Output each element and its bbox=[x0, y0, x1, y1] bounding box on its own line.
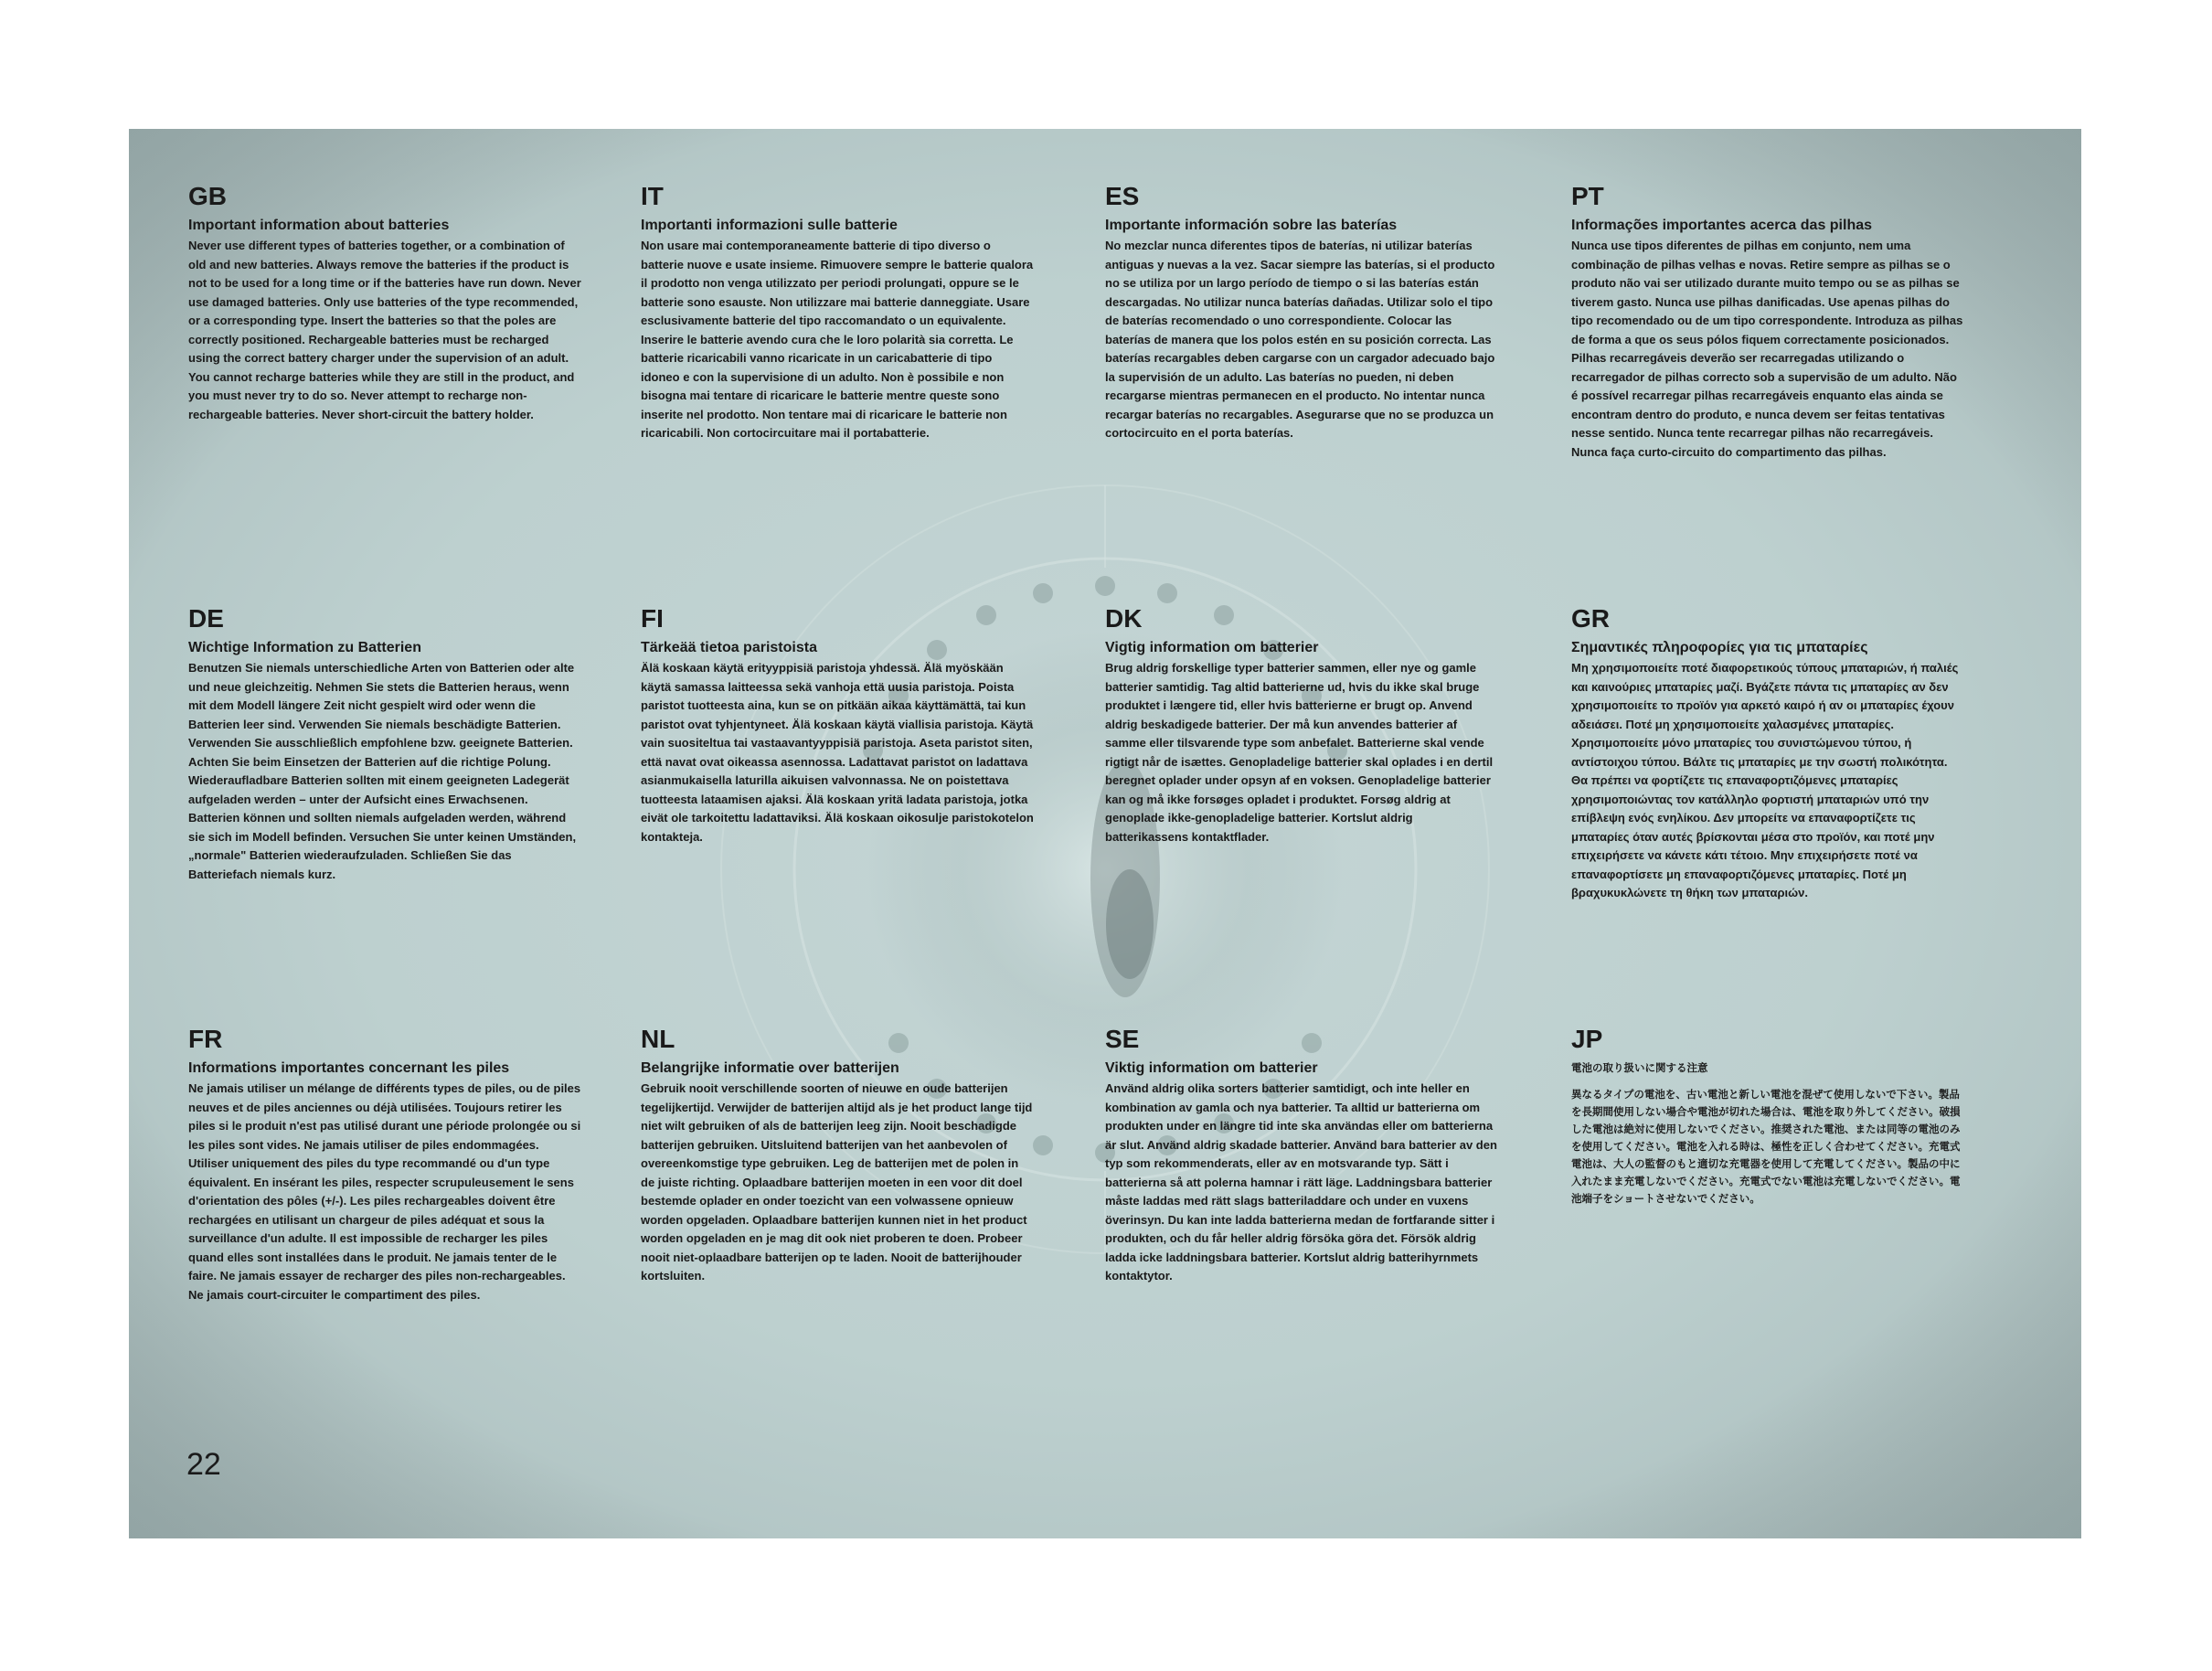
section-fr bbox=[188, 1025, 581, 1304]
language-code: DK bbox=[1105, 604, 1143, 633]
section-heading: Σημαντικές πληροφορίες για τις μπαταρίες bbox=[1571, 640, 1868, 655]
section-body: Μη χρησιμοποιείτε ποτέ διαφορετικούς τύπους μπαταριών, ή παλιές και καινούριες μπαταρίες μαζί. Βγάζετε πάντα τις μπαταρίες αν δεν χρησιμοποιείτε το προϊόν για αρκετό καιρό ή αν οι μπαταρίες έχουν αδειάσει. Ποτέ μη χρησιμοποιείτε χαλασμένες μπαταρίες. Χρησιμοποιείτε μόνο μπαταρίες του συνιστώμενου τύπου, ή αντίστοιχου τύπου. Βάλτε τις μπαταρίες με την σωστή πολικότητα. Θα πρέπει να φορτίζετε τις επαναφορτιζόμενες μπαταρίες χρησιμοποιώντας τον κατάλληλο φορτιστή μπαταριών υπό την επίβλεψη ενός ενηλίκου. Δεν μπορείτε να επαναφορτίζετε τις μπαταρίες όταν αυτές βρίσκονται μέσα στο προϊόν, και ποτέ μην επιχειρήσετε να κάνετε κάτι τέτοιο. Μην επιχειρήσετε ποτέ να επαναφορτίσετε μη επαναφορτιζόμενες μπαταρίες. Ποτέ μη βραχυκυκλώνετε τη θήκη των μπαταριών. bbox=[1571, 661, 1959, 899]
section-heading: Vigtig information om batterier bbox=[1105, 640, 1319, 655]
section-body: Ne jamais utiliser un mélange de différents types de piles, ou de piles neuves et de piles anciennes ou déjà utilisées. Toujours retirer les piles si le produit n'est pas utilisé durant une période prolongée ou si les piles sont vides. Ne jamais utiliser de piles endommagées. Utiliser uniquement des piles du type recommandé ou d'un type équivalent. En insérant les piles, respecter scrupuleusement le sens d'orientation des pôles (+/-). Les piles rechargeables doivent être rechargées en utilisant un chargeur de piles adéquat et sous la surveillance d'un adulte. Il est impossible de recharger les piles quand elles sont installées dans le produit. Ne jamais tenter de le faire. Ne jamais essayer de recharger des piles non-rechargeables. Ne jamais court-circuiter le compartiment des piles. bbox=[188, 1081, 581, 1302]
section-heading: Informations importantes concernant les piles bbox=[188, 1060, 510, 1076]
language-code: FR bbox=[188, 1025, 223, 1053]
section-heading: 電池の取り扱いに関する注意 bbox=[1571, 1063, 1708, 1074]
language-code: SE bbox=[1105, 1025, 1140, 1053]
section-body: 異なるタイプの電池を、古い電池と新しい電池を混ぜて使用しないで下さい。製品を長期間使用しない場合や電池が切れた場合は、電池を取り外してください。破損した電池は絶対に使用しないでください。推奨された電池、または同等の電池のみを使用してください。電池を入れる時は、極性を正しく合わせてください。充電式電池は、大人の監督のもと適切な充電器を使用して充電してください。製品の中に入れたまま充電しないでください。充電式でない電池は充電しないでください。電池端子をショートさせないでください。 bbox=[1571, 1090, 1961, 1205]
section-fi bbox=[641, 604, 1034, 846]
language-code: NL bbox=[641, 1025, 675, 1053]
section-body: Never use different types of batteries together, or a combination of old and new batteries. Always remove the batteries if the product is not to be used for a long time or if the batteries have run down. Never use damaged batteries. Only use batteries of the type recommended, or a corresponding type. Insert the batteries so that the poles are correctly positioned. Rechargeable batteries must be recharged using the correct battery charger under the supervision of an adult. You cannot recharge batteries while they are still in the product, and you must never try to do so. Never attempt to recharge non-rechargeable batteries. Never short-circuit the battery holder. bbox=[188, 239, 581, 421]
language-code: FI bbox=[641, 604, 664, 633]
language-code: PT bbox=[1571, 182, 1604, 210]
section-gb bbox=[188, 182, 581, 424]
section-body: Nunca use tipos diferentes de pilhas em conjunto, nem uma combinação de pilhas velhas e novas. Retire sempre as pilhas se o produto não vai ser utilizado durante muito tempo ou se as pilhas se tiverem gasto. Nunca use pilhas danificadas. Use apenas pilhas do tipo recomendado ou de um tipo correspondente. Introduza as pilhas de forma a que os seus pólos fiquem correctamente posicionados. Pilhas recarregáveis deverão ser recarregadas utilizando o recarregador de pilhas correcto sob a supervisão de um adulto. Não é possível recarregar pilhas recarregáveis enquanto elas ainda se encontram dentro do produto, e nunca devem ser feitas tentativas nesse sentido. Nunca tente recarregar pilhas não recarregáveis. Nunca faça curto-circuito do compartimento das pilhas. bbox=[1571, 239, 1963, 459]
section-de bbox=[188, 604, 581, 884]
section-jp bbox=[1571, 1025, 1964, 1208]
section-body: Älä koskaan käytä erityyppisiä paristoja yhdessä. Älä myöskään käytä samassa laitteessa sekä vanhoja että uusia paristoja. Poista paristot tuotteesta aina, kun se on pitkään aikaa käyttämättä, tai kun paristot ovat tyhjentyneet. Älä koskaan käytä viallisia paristoja. Käytä vain suositeltua tai vastaavantyyppisiä paristoja. Aseta paristot siten, että navat ovat oikeassa asennossa. Ladattavat paristot on ladattava asianmukaisella laturilla aikuisen valvonnassa. Ne on poistettava tuotteesta lataamisen ajaksi. Älä koskaan yritä ladata paristoja, jotka eivät ole tarkoitettu ladattaviksi. Älä koskaan oikosulje paristokotelon kontakteja. bbox=[641, 661, 1034, 844]
section-body: Non usare mai contemporaneamente batterie di tipo diverso o batterie nuove e usate insieme. Rimuovere sempre le batterie qualora il prodotto non venga utilizzato per periodi prolungati, oppure se le batterie sono esauste. Non utilizzare mai batterie danneggiate. Usare esclusivamente batterie del tipo raccomandato o un equivalente. Inserire le batterie avendo cura che le loro polarità sia corretta. Le batterie ricaricabili vanno ricaricate in un caricabatterie di tipo idoneo e con la supervisione di un adulto. Non è possibile e non bisogna mai tentare di ricaricare le batterie mentre queste sono inserite nel prodotto. Non tentare mai di ricaricare le batterie non ricaricabili. Non cortocircuitare mai il portabatterie. bbox=[641, 239, 1034, 440]
section-nl bbox=[641, 1025, 1034, 1286]
language-code: IT bbox=[641, 182, 664, 210]
section-se bbox=[1105, 1025, 1498, 1286]
section-dk bbox=[1105, 604, 1498, 846]
section-body: Gebruik nooit verschillende soorten of nieuwe en oude batterijen tegelijkertijd. Verwijder de batterijen altijd als je het product lange tijd niet wilt gebruiken of als de batterijen leeg zijn. Nooit beschadigde batterijen gebruiken. Uitsluitend batterijen van het aanbevolen of overeenkomstige type gebruiken. Leg de batterijen met de polen in de juiste richting. Oplaadbare batterijen moeten in een voor dit doel bestemde oplader en onder toezicht van een volwassene opnieuw worden opgeladen. Oplaadbare batterijen kunnen niet in het product worden opgeladen en je mag dit ook niet proberen te doen. Probeer nooit niet-oplaadbare batterijen op te laden. Nooit de batterijhouder kortsluiten. bbox=[641, 1081, 1033, 1283]
section-it bbox=[641, 182, 1034, 443]
section-body: No mezclar nunca diferentes tipos de baterías, ni utilizar baterías antiguas y nuevas a la vez. Sacar siempre las baterías, si el producto no se utiliza por un largo período de tiempo o si las baterías están descargadas. No utilizar nunca baterías dañadas. Utilizar solo el tipo de baterías recomendado o uno correspondiente. Colocar las baterías de manera que los polos estén en su posición correcta. Las baterías recargables deben cargarse con un cargador adecuado bajo la supervisión de un adulto. Las baterías no pueden, ni deben recargarse mientras permanecen en el producto. No intentar nunca recargar baterías no recargables. Asegurarse que no se produzca un cortocircuito en el porta baterías. bbox=[1105, 239, 1495, 440]
section-body: Brug aldrig forskellige typer batterier sammen, eller nye og gamle batterier samtidig. Tag altid batterierne ud, hvis du ikke skal bruge produktet i længere tid, eller hvis batterierne er brugt op. Anvend aldrig beskadigede batterier. Der må kun anvendes batterier af samme eller tilsvarende type som anbefalet. Batterierne skal vende rigtigt når de isættes. Genopladelige batterier skal oplades i en dertil beregnet oplader under opsyn af en voksen. Genopladelige batterier kan og må ikke forsøges opladet i produktet. Forsøg aldrig at genoplade ikke-genopladelige batterier. Kortslut aldrig batterikassens kontaktflader. bbox=[1105, 661, 1494, 844]
section-heading: Important information about batteries bbox=[188, 218, 450, 233]
section-body: Benutzen Sie niemals unterschiedliche Arten von Batterien oder alte und neue gleichzeitig. Nehmen Sie stets die Batterien heraus, wenn mit dem Modell längere Zeit nicht gespielt wird oder wenn die Batterien leer sind. Verwenden Sie niemals beschädigte Batterien. Verwenden Sie ausschließlich empfohlene bzw. geeignete Batterien. Achten Sie beim Einsetzen der Batterien auf die richtige Polung. Wiederaufladbare Batterien sollten mit einem geeigneten Ladegerät aufgeladen werden – unter der Aufsicht eines Erwachsenen. Batterien können und sollten niemals aufgeladen werden, während sie sich im Modell befinden. Versuchen Sie unter keinen Umständen, „normale" Batterien wiederaufzuladen. Schließen Sie das Batteriefach niemals kurz. bbox=[188, 661, 577, 881]
section-heading: Tärkeää tietoa paristoista bbox=[641, 640, 817, 655]
language-code: GR bbox=[1571, 604, 1610, 633]
section-heading: Importante información sobre las baterías bbox=[1105, 218, 1398, 233]
section-heading: Viktig information om batterier bbox=[1105, 1060, 1318, 1076]
language-code: GB bbox=[188, 182, 227, 210]
section-heading: Importanti informazioni sulle batterie bbox=[641, 218, 898, 233]
language-code: DE bbox=[188, 604, 224, 633]
manual-page bbox=[129, 129, 2081, 1538]
section-es bbox=[1105, 182, 1498, 443]
section-heading: Belangrijke informatie over batterijen bbox=[641, 1060, 899, 1076]
section-gr bbox=[1571, 604, 1964, 903]
page-number: 22 bbox=[186, 1447, 221, 1482]
language-code: ES bbox=[1105, 182, 1140, 210]
language-code: JP bbox=[1571, 1025, 1603, 1053]
section-body: Använd aldrig olika sorters batterier samtidigt, och inte heller en kombination av gamla och nya batterier. Ta alltid ur batterierna om produkten under en längre tid inte ska användas eller om batterierna är slut. Använd aldrig skadade batterier. Använd bara batterier av den typ som rekommenderats, eller av en motsvarande typ. Sätt i batterierna så att polerna hamnar i rätt läge. Laddningsbara batterier måste laddas med rätt slags batteriladdare och under en vuxens överinsyn. Du kan inte ladda batterierna medan de fortfarande sitter i produkten, och du får heller aldrig försöka göra det. Försök aldrig ladda icke laddningsbara batterier. Kortslut aldrig batterihyrnmets kontaktytor. bbox=[1105, 1081, 1497, 1283]
section-pt bbox=[1571, 182, 1964, 462]
section-heading: Informações importantes acerca das pilhas bbox=[1571, 218, 1873, 233]
section-heading: Wichtige Information zu Batterien bbox=[188, 640, 421, 655]
